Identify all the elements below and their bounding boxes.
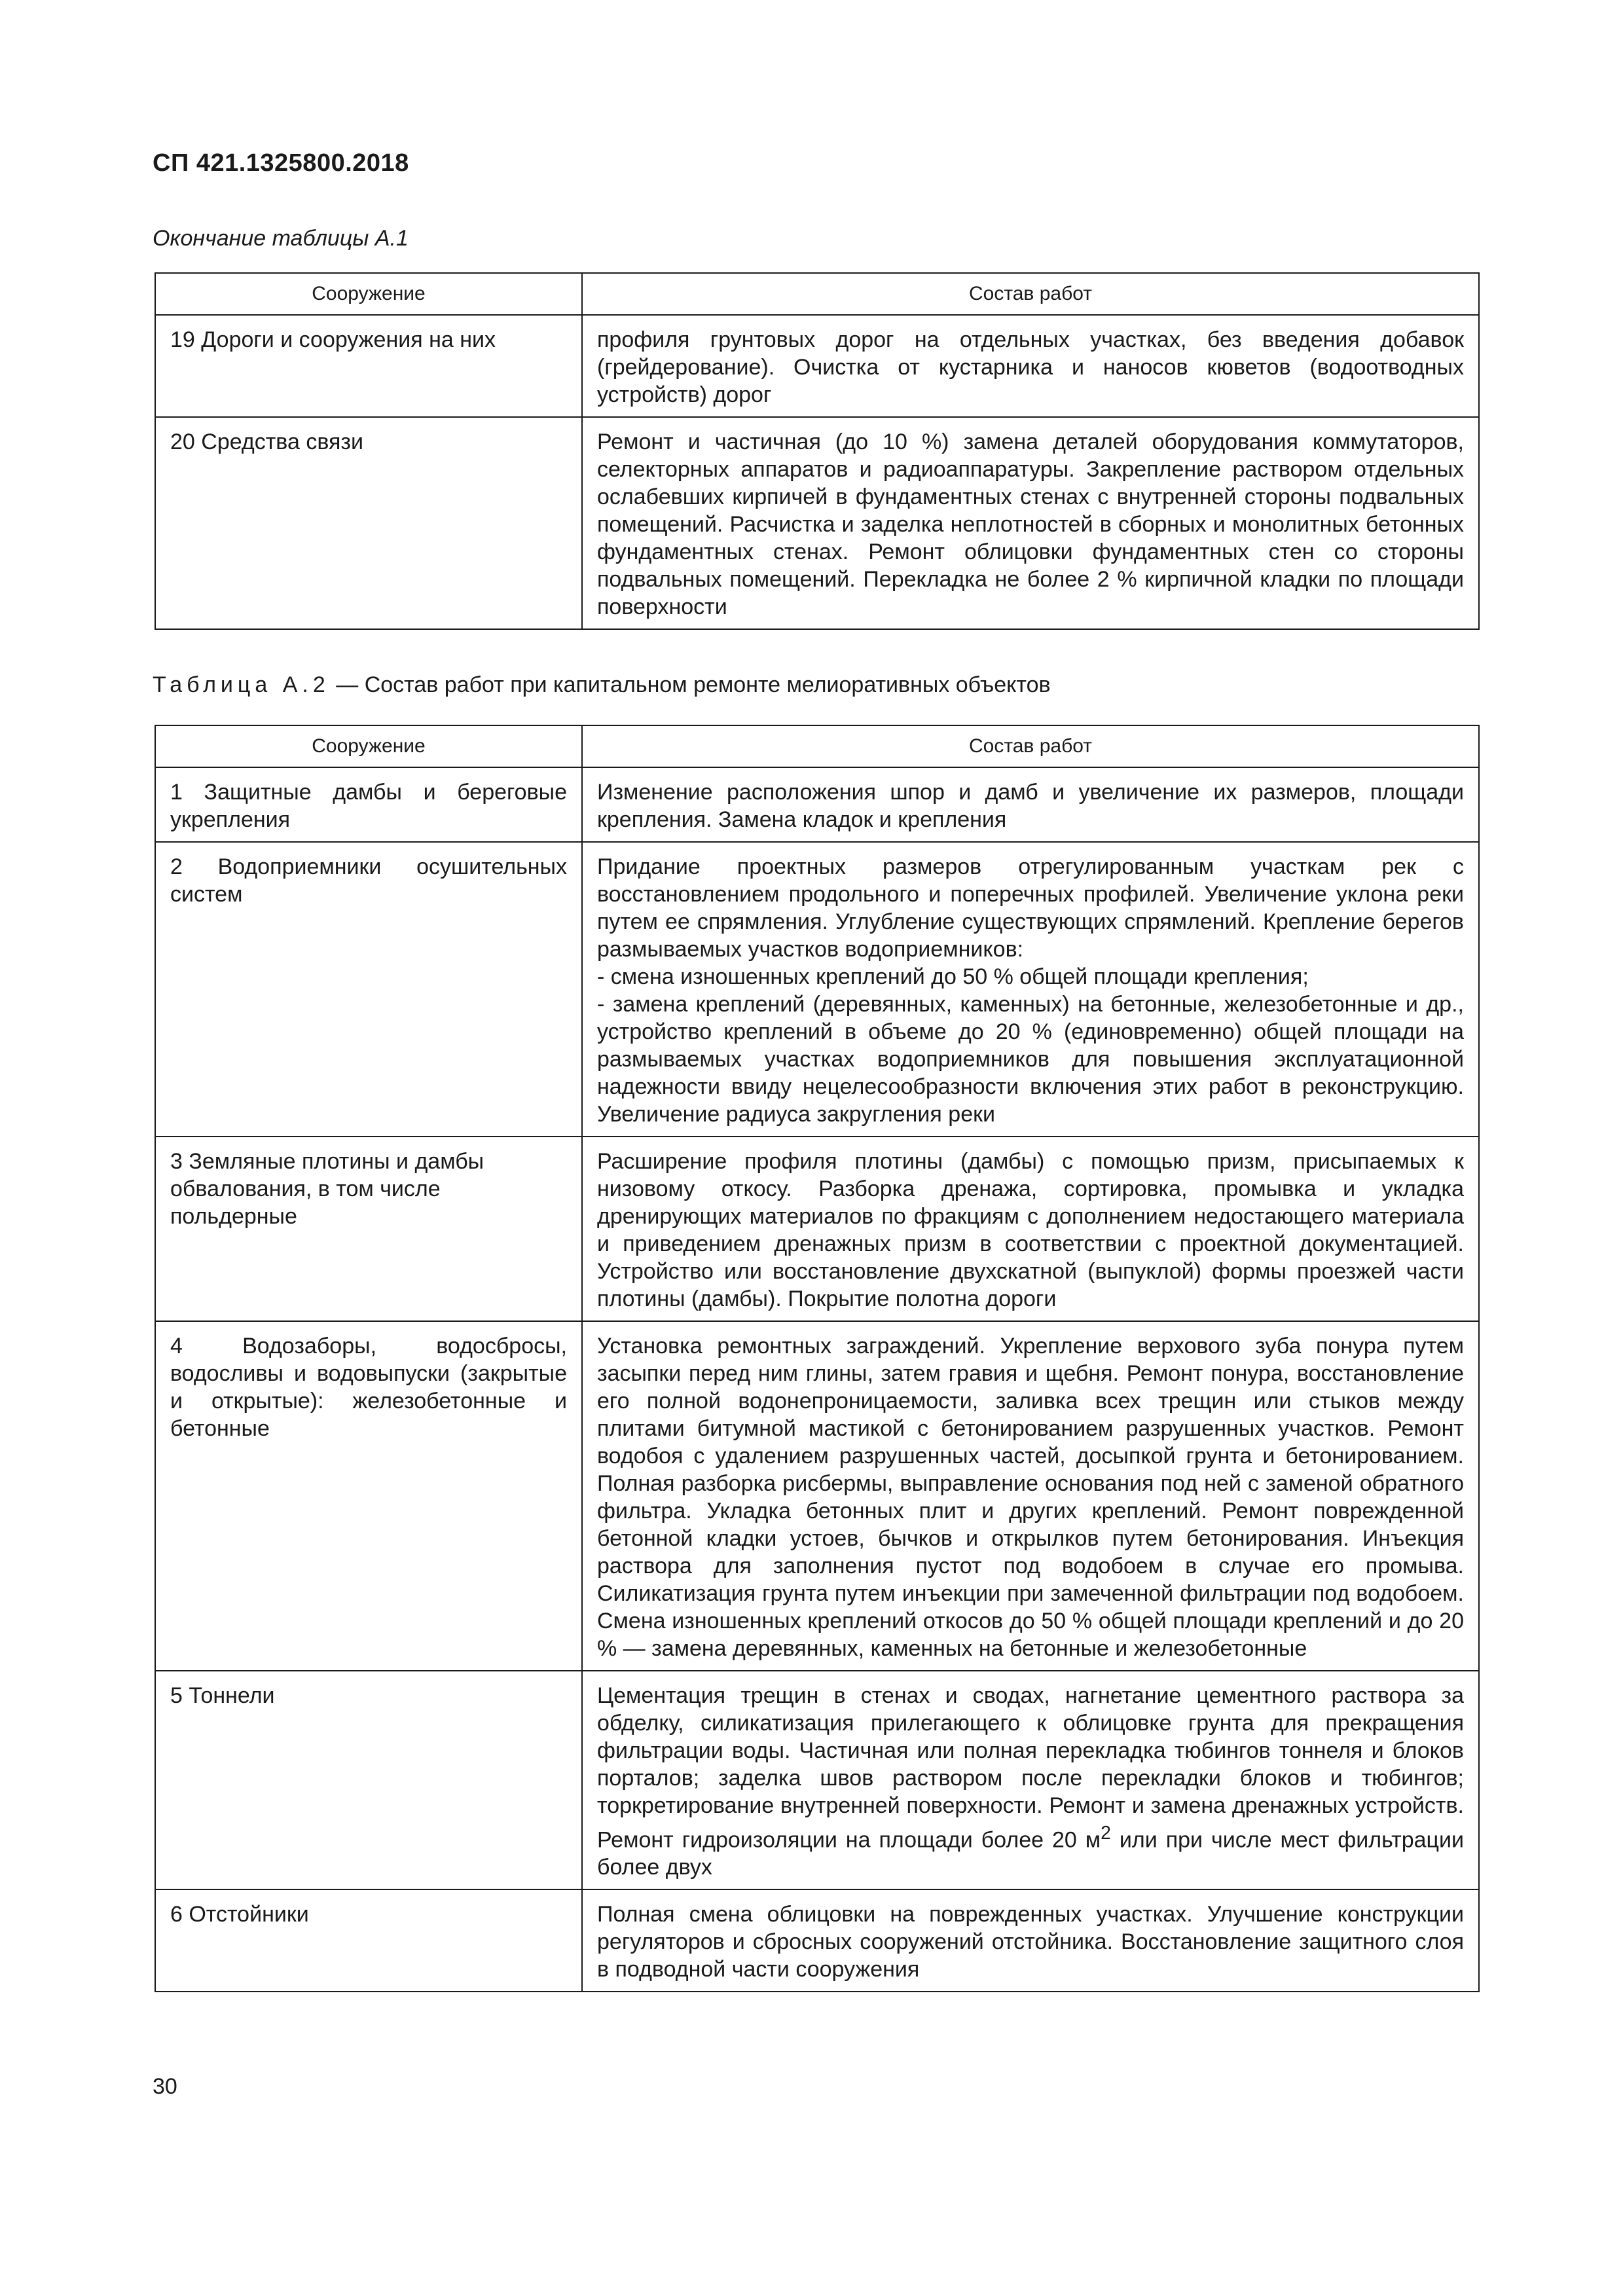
works-cell: Изменение расположения шпор и дамб и увеличение их размеров, площади крепления. Замена кладок и крепления xyxy=(582,767,1479,842)
table-row xyxy=(155,842,1479,1137)
column-header-structure: Сооружение xyxy=(155,273,582,315)
table-row xyxy=(155,1137,1479,1321)
works-cell xyxy=(582,1671,1479,1889)
table-row xyxy=(155,1889,1479,1992)
table-row xyxy=(155,1671,1479,1889)
table-a2-caption xyxy=(153,672,1051,698)
works-paragraph: Придание проектных размеров отрегулированным участкам рек с восстановлением продольного и поперечных профилей. Увеличение уклона реки путем ее спрямления. Углубление существующих спрямлений. Крепление берегов размываемых участков водоприемников: xyxy=(597,854,1464,962)
column-header-structure: Сооружение xyxy=(155,725,582,767)
works-cell: Установка ремонтных заграждений. Укрепление верхового зуба понура путем засыпки перед ним глины, затем гравия и щебня. Ремонт понура, восстановление его полной водонепроницаемости, заливка всех трещин или стыков между плитами битумной мастикой с бетонированием разрушенных участков. Ремонт водобоя с удалением разрушенных частей, досыпкой грунта и бетонированием. Полная разборка рисбермы, выправление основания под ней с заменой обратного фильтра. Укладка бетонных плит и других креплений. Ремонт поврежденной бетонной кладки устоев, бычков и открылков путем бетонирования. Инъекция раствора для заполнения пустот под водобоем в случае его промыва. Силикатизация грунта путем инъекции при замеченной фильтрации под водобоем. Смена изношенных креплений откосов до 50 % общей площади креплений и до 20 % — замена деревянных, каменных на бетонные и железобетонные xyxy=(582,1321,1479,1671)
table-row xyxy=(155,767,1479,842)
table-a1 xyxy=(155,272,1480,630)
works-text-tail: или при числе мест фильтрации более двух xyxy=(597,1827,1465,1880)
works-cell: Расширение профиля плотины (дамбы) с помощью призм, присыпаемых к низовому откосу. Разборка дренажа, сортировка, промывка и укладка дренирующих материалов по фракциям с дополнением недостающего материала и приведением дренажных призм в соответствии с проектной документацией. Устройство или восстановление двухскатной (выпуклой) формы проезжей части плотины (дамбы). Покрытие полотна дороги xyxy=(582,1137,1479,1321)
table-row xyxy=(155,315,1479,417)
table-a2-caption-label: Таблица А.2 xyxy=(153,672,330,697)
structure-cell: 19 Дороги и сооружения на них xyxy=(155,315,582,417)
structure-cell: 6 Отстойники xyxy=(155,1889,582,1992)
table-a1-continuation-label: Окончание таблицы А.1 xyxy=(153,226,409,251)
works-text: Цементация трещин в стенах и сводах, нагнетание цементного раствора за обделку, силикатизация прилегающего к облицовке грунта для прекращения фильтрации воды. Частичная или полная перекладка тюбингов тоннеля и блоков порталов; заделка швов раствором после перекладки блоков и тюбингов; торкретирование внутренней поверхности. Ремонт и замена дренажных устройств. Ремонт гидроизоляции на площади более 20 м xyxy=(597,1683,1464,1853)
structure-cell: 20 Средства связи xyxy=(155,417,582,629)
works-cell xyxy=(582,842,1479,1137)
superscript-exponent: 2 xyxy=(1101,1823,1111,1844)
table-row xyxy=(155,417,1479,629)
works-cell: Полная смена облицовки на поврежденных участках. Улучшение конструкции регуляторов и сбросных сооружений отстойника. Восстановление защитного слоя в подводной части сооружения xyxy=(582,1889,1479,1992)
column-header-works: Состав работ xyxy=(582,273,1479,315)
works-list-item: - замена креплений (деревянных, каменных) на бетонные, железобетонные и др., устройство креплений в объеме до 20 % (единовременно) общей площади на размываемых участках водоприемников для повышения эксплуатационной надежности ввиду нецелесообразности включения этих работ в реконструкцию. Увеличение радиуса закругления реки xyxy=(597,992,1464,1127)
structure-cell: 5 Тоннели xyxy=(155,1671,582,1889)
page-number: 30 xyxy=(153,2074,177,2099)
structure-cell: 3 Земляные плотины и дамбы обвалования, в том числе польдерные xyxy=(155,1137,582,1321)
table-header-row xyxy=(155,725,1479,767)
works-cell: профиля грунтовых дорог на отдельных участках, без введения добавок (грейдерование). Очистка от кустарника и наносов кюветов (водоотводных устройств) дорог xyxy=(582,315,1479,417)
column-header-works: Состав работ xyxy=(582,725,1479,767)
document-code: СП 421.1325800.2018 xyxy=(153,149,409,177)
works-list-item: - смена изношенных креплений до 50 % общей площади крепления; xyxy=(597,964,1309,989)
works-cell: Ремонт и частичная (до 10 %) замена деталей оборудования коммутаторов, селекторных аппаратов и радиоаппаратуры. Закрепление раствором отдельных ослабевших кирпичей в фундаментных стенах с внутренней стороны подвальных помещений. Расчистка и заделка неплотностей в сборных и монолитных бетонных фундаментных стенах. Ремонт облицовки фундаментных стен со стороны подвальных помещений. Перекладка не более 2 % кирпичной кладки по площади поверхности xyxy=(582,417,1479,629)
table-header-row xyxy=(155,273,1479,315)
table-a2-caption-text: — Состав работ при капитальном ремонте мелиоративных объектов xyxy=(329,672,1051,697)
structure-cell: 2 Водоприемники осушительных систем xyxy=(155,842,582,1137)
structure-cell: 1 Защитные дамбы и береговые укрепления xyxy=(155,767,582,842)
table-row xyxy=(155,1321,1479,1671)
table-a2 xyxy=(155,725,1480,1992)
structure-cell: 4 Водозаборы, водосбросы, водосливы и водовыпуски (закрытые и открытые): железобетонные и бетонные xyxy=(155,1321,582,1671)
